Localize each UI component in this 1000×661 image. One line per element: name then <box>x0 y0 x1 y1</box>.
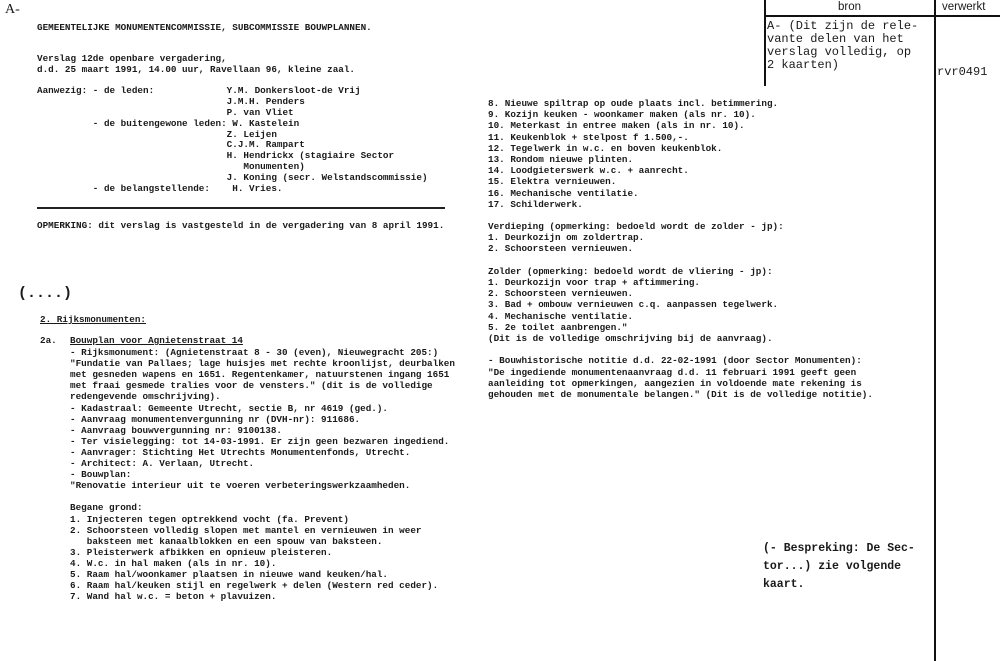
text-line: - Aanvraag monumentenvergunning nr (DVH-nr): 911686. <box>70 413 361 425</box>
text-line: Zolder (opmerking: bedoeld wordt de vliering - jp): <box>488 265 773 277</box>
text-line: 5. 2e toilet aanbrengen." <box>488 321 628 333</box>
meeting-line: d.d. 25 maart 1991, 14.00 uur, Ravellaan 96, kleine zaal. <box>37 63 356 75</box>
text-line: 2. Schoorsteen volledig slopen met mantel en vernieuwen in weer <box>70 524 422 536</box>
text-line: 8. Nieuwe spiltrap op oude plaats incl. betimmering. <box>488 98 779 109</box>
text-line: - Ter visielegging: tot 14-03-1991. Er zijn geen bezwaren ingediend. <box>70 435 450 447</box>
text-line <box>70 491 455 502</box>
source-line: vante delen van het <box>767 32 904 46</box>
source-line: 2 kaarten) <box>767 58 840 72</box>
text-line: 11. Keukenblok + stelpost f 1.500,-. <box>488 131 689 143</box>
processed-header: verwerkt <box>942 1 986 13</box>
text-line: aanleiding tot opmerkingen, aangezien in voldoende mate rekening is <box>488 377 862 389</box>
attendance-list <box>37 86 428 195</box>
text-line: - Rijksmonument: (Agnietenstraat 8 - 30 (even), Nieuwegracht 205:) <box>70 347 439 359</box>
text-line: 1. Deurkozijn voor trap + aftimmering. <box>488 277 701 288</box>
text-line: Monumenten) <box>37 161 305 173</box>
text-line: 12. Tegelwerk in w.c. en boven keukenblok. <box>488 142 723 154</box>
text-line: - de buitengewone leden: W. Kastelein <box>37 117 300 129</box>
text-line: gehouden met de monumentale belangen." (Dit is de volledige notitie). <box>488 388 873 400</box>
source-line: verslag volledig, op <box>767 45 912 59</box>
item-body-continued <box>488 99 873 401</box>
text-line: 3. Pleisterwerk afbikken en opnieuw pleisteren. <box>70 546 333 558</box>
text-line: 7. Wand hal w.c. = beton + plavuizen. <box>70 591 277 603</box>
page-mark: A- <box>5 2 20 17</box>
text-line: - Kadastraal: Gemeente Utrecht, sectie B, nr 4619 (ged.). <box>70 402 389 414</box>
text-line: baksteen met kanaalblokken en een spouw van baksteen. <box>70 535 383 547</box>
source-line: A- (Dit zijn de rele- <box>767 19 919 33</box>
text-line: met gesneden wapens en 1651. Regentenkamer, natuurstenen ingang 1651 <box>70 369 450 381</box>
text-line: Aanwezig: - de leden: Y.M. Donkersloot-de Vrij <box>37 85 361 96</box>
source-text <box>767 20 918 72</box>
text-line: - Architect: A. Verlaan, Utrecht. <box>70 458 255 470</box>
divider-rule <box>37 207 445 209</box>
text-line: 5. Raam hal/woonkamer plaatsen in nieuwe wand keuken/hal. <box>70 568 389 580</box>
card-source-divider <box>764 0 766 86</box>
text-line: 13. Rondom nieuwe plinten. <box>488 153 634 165</box>
text-line: - Aanvrager: Stichting Het Utrechts Monumentenfonds, Utrecht. <box>70 446 411 458</box>
text-line: 17. Schilderwerk. <box>488 198 583 210</box>
text-line: 10. Meterkast in entree maken (als in nr. 10). <box>488 120 745 132</box>
text-line: kaart. <box>763 578 805 591</box>
text-line: J. Koning (secr. Welstandscommissie) <box>37 172 428 184</box>
item-title: Bouwplan voor Agnietenstraat 14 <box>70 335 243 346</box>
text-line: redengevende omschrijving). <box>70 391 221 403</box>
text-line: 4. W.c. in hal maken (als in nr. 10). <box>70 557 277 569</box>
text-line: 1. Deurkozijn om zoldertrap. <box>488 232 645 244</box>
text-line: tor...) zie volgende <box>763 560 902 573</box>
text-line: 14. Loodgieterswerk w.c. + aanrecht. <box>488 165 689 177</box>
text-line: met fraai gesmede tralies voor de vensters." (dit is de volledige <box>70 380 433 392</box>
report-title: GEMEENTELIJKE MONUMENTENCOMMISSIE, SUBCOMMISSIE BOUWPLANNEN. <box>37 22 372 33</box>
text-line: Verdieping (opmerking: bedoeld wordt de zolder - jp): <box>488 221 784 233</box>
text-line: 3. Bad + ombouw vernieuwen c.q. aanpassen tegelwerk. <box>488 299 779 311</box>
text-line: 2. Schoorsteen vernieuwen. <box>488 288 634 300</box>
text-line: 6. Raam hal/keuken stijl en regelwerk + delen (Western red ceder). <box>70 580 439 592</box>
text-line: Begane grond: <box>70 502 143 514</box>
text-line: 15. Elektra vernieuwen. <box>488 176 617 188</box>
remark: OPMERKING: dit verslag is vastgesteld in de vergadering van 8 april 1991. <box>37 220 445 231</box>
text-line: 4. Mechanische ventilatie. <box>488 310 634 322</box>
item-body <box>70 347 455 602</box>
text-line: (- Bespreking: De Sec- <box>763 542 915 555</box>
text-line: (Dit is de volledige omschrijving bij de aanvraag). <box>488 332 773 344</box>
text-line: 1. Injecteren tegen optrekkend vocht (fa. Prevent) <box>70 513 349 525</box>
text-line: "Fundatie van Pallaes; lage huisjes met rechte kroonlijst, deurbalken <box>70 358 455 370</box>
text-line: Z. Leijen <box>37 128 277 140</box>
item-number: 2a. <box>40 335 57 346</box>
processed-code: rvr0491 <box>937 65 988 79</box>
meeting-line: Verslag 12de openbare vergadering, <box>37 53 227 64</box>
text-line: C.J.M. Rampart <box>37 139 305 151</box>
text-line: 16. Mechanische ventilatie. <box>488 187 639 199</box>
text-line: - Bouwplan: <box>70 469 132 481</box>
card-header-rule <box>765 15 1000 17</box>
text-line: - Aanvraag bouwvergunning nr: 9100138. <box>70 424 283 436</box>
text-line: H. Hendrickx (stagiaire Sector <box>37 150 395 162</box>
footnote <box>763 540 915 594</box>
text-line: P. van Vliet <box>37 106 294 118</box>
text-line: "De ingediende monumentenaanvraag d.d. 11 februari 1991 geeft geen <box>488 366 857 378</box>
omission-marker: (....) <box>18 285 73 302</box>
source-header: bron <box>838 1 862 13</box>
text-line: - Bouwhistorische notitie d.d. 22-02-1991 (door Sector Monumenten): <box>488 355 862 367</box>
text-line: J.M.H. Penders <box>37 95 305 107</box>
text-line: 2. Schoorsteen vernieuwen. <box>488 243 634 255</box>
text-line: - de belangstellende: H. Vries. <box>37 183 283 195</box>
section-heading: 2. Rijksmonumenten: <box>40 314 147 325</box>
card-processed-divider <box>934 0 936 661</box>
meeting-info <box>37 54 355 76</box>
text-line: 9. Kozijn keuken - woonkamer maken (als nr. 10). <box>488 109 756 121</box>
text-line: "Renovatie interieur uit te voeren verbeteringswerkzaamheden. <box>70 480 411 492</box>
